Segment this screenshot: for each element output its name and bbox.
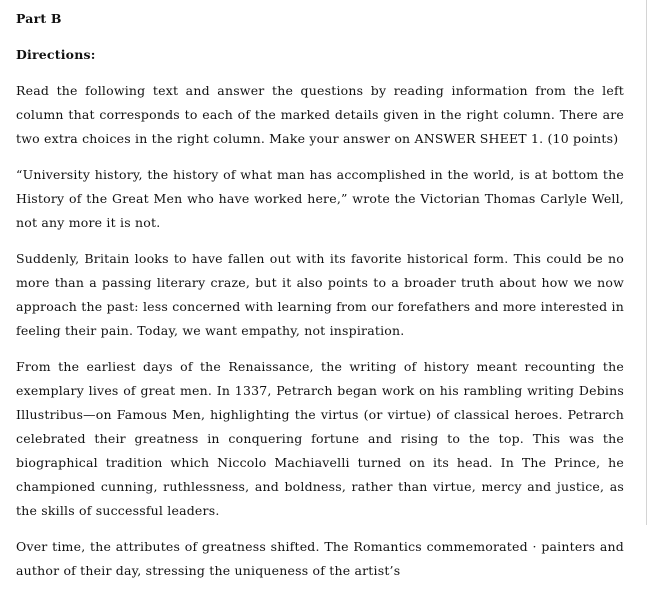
directions-label: Directions: <box>16 47 96 62</box>
text-paragraph-1: “University history, the history of what man has accomplished in the world, is at bottom the History of the Great Men who have worked here,” wrote the Victorian Thomas Carlyle Well, not any more it is not. <box>16 167 624 230</box>
text-paragraph-4: Over time, the attributes of greatness shifted. The Romantics commemorated · painters and author of their day, stressing the uniqueness of the artist’s <box>16 539 624 578</box>
directions-paragraph: Read the following text and answer the questions by reading information from the left column that corresponds to each of the marked details given in the right column. There are two extra choices in the right column. Make your answer on ANSWER SHEET 1. (10 points) <box>16 83 624 146</box>
text-paragraph-3: From the earliest days of the Renaissance, the writing of history meant recounting the exemplary lives of great men. In 1337, Petrarch began work on his rambling writing Debins Illustribus—on Famous Men, highlighting the virtus (or virtue) of classical heroes. Petrarch celebrated their greatness in conquering fortune and rising to the top. This was the biographical tradition which Niccolo Machiavelli turned on its head. In The Prince, he championed cunning, ruthlessness, and boldness, rather than virtue, mercy and justice, as the skills of successful leaders. <box>16 359 624 518</box>
right-border-rule <box>646 0 647 525</box>
part-title: Part B <box>16 11 62 26</box>
document-body <box>16 7 624 595</box>
text-paragraph-2: Suddenly, Britain looks to have fallen out with its favorite historical form. This could be no more than a passing literary craze, but it also points to a broader truth about how we now approach the past: less concerned with learning from our forefathers and more interested in feeling their pain. Today, we want empathy, not inspiration. <box>16 251 624 338</box>
